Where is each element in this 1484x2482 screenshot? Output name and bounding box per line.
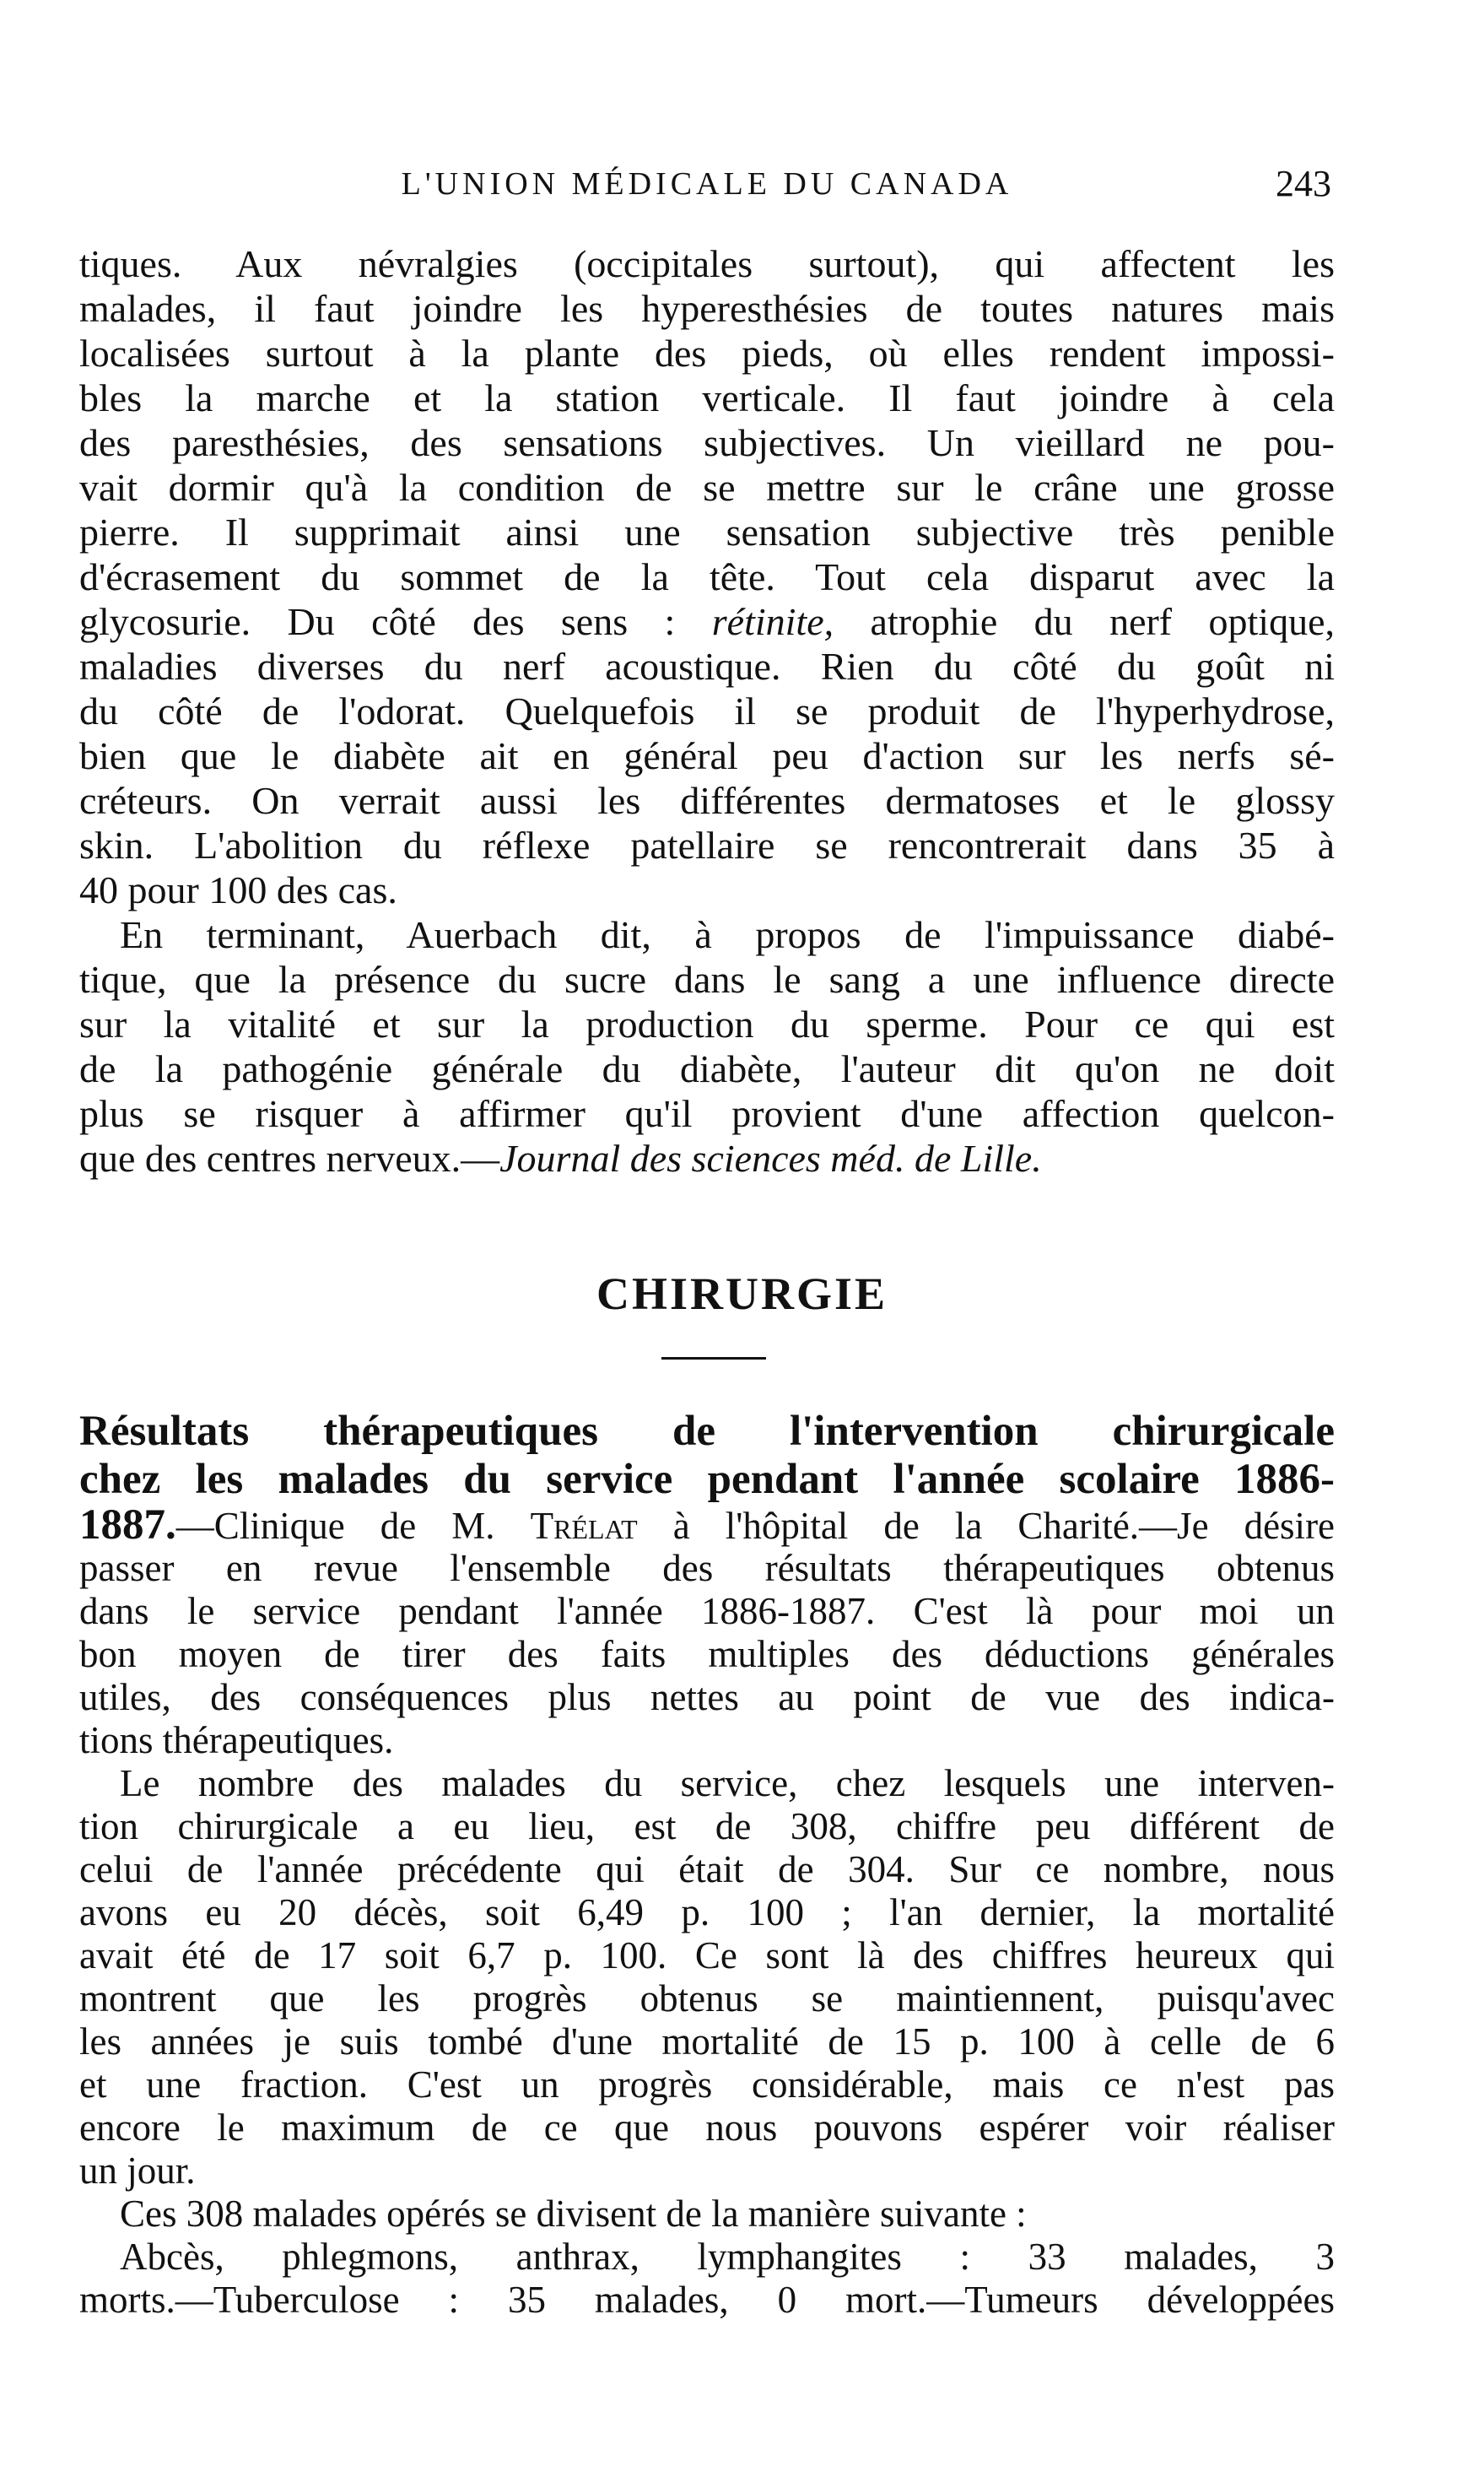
paragraph-intro — [79, 1547, 1335, 1762]
text-span: glycosurie. Du côté des sens : — [79, 600, 676, 643]
article-heading — [79, 1408, 1335, 1547]
text-line: dans le service pendant l'année 1886-1887. C'est là pour moi un — [79, 1590, 1335, 1632]
text-line: plus se risquer à affirmer qu'il provient d'une affection quelcon- — [79, 1092, 1335, 1135]
text-line: Abcès, phlegmons, anthrax, lymphangites : 33 malades, 3 — [120, 2236, 1335, 2278]
text-line: morts.—Tuberculose : 35 malades, 0 mort.—Tumeurs développées — [79, 2279, 1335, 2321]
text-line: vait dormir qu'à la condition de se mettre sur le crâne une grosse — [79, 466, 1335, 509]
text-line: avons eu 20 décès, soit 6,49 p. 100 ; l'an dernier, la mortalité — [79, 1891, 1335, 1933]
source-citation: Journal des sciences méd. de Lille. — [499, 1137, 1042, 1180]
article-title-line: chez les malades du service pendant l'année scolaire 1886- — [79, 1456, 1335, 1503]
text-line: malades, il faut joindre les hyperesthésies de toutes natures mais — [79, 287, 1335, 330]
text-line — [79, 1501, 1336, 1549]
text-line: avait été de 17 soit 6,7 p. 100. Ce sont là des chiffres heureux qui — [79, 1934, 1335, 1976]
text-line: d'écrasement du sommet de la tête. Tout cela disparut avec la — [79, 555, 1335, 598]
text-line: utiles, des conséquences plus nettes au point de vue des indica- — [79, 1676, 1335, 1718]
text-line: tique, que la présence du sucre dans le sang a une influence directe — [79, 958, 1335, 1001]
text-span: —Clinique de M. — [175, 1505, 495, 1547]
text-line: un jour. — [79, 2149, 196, 2192]
text-line: Le nombre des malades du service, chez lesquels une interven- — [120, 1762, 1335, 1804]
text-line: sur la vitalité et sur la production du sperme. Pour ce qui est — [79, 1003, 1335, 1046]
text-line: bien que le diabète ait en général peu d'action sur les nerfs sé- — [79, 734, 1335, 777]
article-title-year: 1887. — [79, 1501, 176, 1549]
text-line: skin. L'abolition du réflexe patellaire se rencontrerait dans 35 à — [79, 824, 1335, 867]
text-line: passer en revue l'ensemble des résultats thérapeutiques obtenus — [79, 1547, 1335, 1589]
text-line: bon moyen de tirer des faits multiples des déductions générales — [79, 1633, 1335, 1675]
paragraph-division — [79, 2193, 1335, 2236]
text-line: montrent que les progrès obtenus se maintiennent, puisqu'avec — [79, 1977, 1335, 2020]
paragraph-impotence — [79, 912, 1335, 1181]
text-line: des paresthésies, des sensations subjectives. Un vieillard ne pou- — [79, 421, 1335, 464]
text-span: que des centres nerveux.— — [79, 1137, 500, 1180]
text-line: En terminant, Auerbach dit, à propos de l'impuissance diabé- — [120, 913, 1335, 956]
text-line: bles la marche et la station verticale. Il faut joindre à cela — [79, 376, 1335, 419]
paragraph-case-list — [79, 2236, 1335, 2322]
section-title: CHIRURGIE — [596, 1268, 888, 1319]
text-line: celui de l'année précédente qui était de 304. Sur ce nombre, nous — [79, 1848, 1335, 1890]
author-name: Trélat — [530, 1505, 638, 1547]
text-span: atrophie du nerf optique, — [870, 600, 1336, 643]
text-line: créteurs. On verrait aussi les différentes dermatoses et le glossy — [79, 779, 1335, 822]
text-span: à l'hôpital de la Charité.—Je désire — [672, 1505, 1336, 1547]
text-line: localisées surtout à la plante des pieds, où elles rendent impossi- — [79, 332, 1335, 375]
text-line: du côté de l'odorat. Quelquefois il se produit de l'hyperhydrose, — [79, 689, 1335, 733]
text-line: tiques. Aux névralgies (occipitales surtout), qui affectent les — [79, 242, 1335, 285]
text-line: de la pathogénie générale du diabète, l'auteur dit qu'on ne doit — [79, 1047, 1335, 1090]
text-line — [79, 599, 1335, 644]
paragraph-diabetes-symptoms — [79, 241, 1335, 912]
paragraph-statistics — [79, 1762, 1335, 2193]
body-text-lower — [79, 1408, 1335, 2322]
text-line: 40 pour 100 des cas. — [79, 868, 397, 911]
text-line: Ces 308 malades opérés se divisent de la manière suivante : — [120, 2193, 1027, 2235]
text-line: encore le maximum de ce que nous pouvons espérer voir réaliser — [79, 2106, 1335, 2149]
text-line: et une fraction. C'est un progrès considérable, mais ce n'est pas — [79, 2063, 1335, 2106]
running-header — [83, 159, 1331, 209]
section-divider — [661, 1357, 766, 1360]
text-line: les années je suis tombé d'une mortalité de 15 p. 100 à celle de 6 — [79, 2020, 1335, 2063]
page-number: 243 — [1276, 163, 1331, 204]
italic-term: rétinite, — [711, 600, 834, 643]
article-title-line: Résultats thérapeutiques de l'intervention chirurgicale — [79, 1408, 1335, 1455]
text-line: tion chirurgicale a eu lieu, est de 308, chiffre peu différent de — [79, 1805, 1335, 1847]
running-title: L'UNION MÉDICALE DU CANADA — [401, 166, 1013, 202]
text-line: tions thérapeutiques. — [79, 1719, 394, 1761]
text-line: maladies diverses du nerf acoustique. Rien du côté du goût ni — [79, 645, 1335, 688]
text-line — [79, 1136, 1335, 1181]
body-text-upper — [79, 241, 1335, 1181]
text-line: pierre. Il supprimait ainsi une sensation subjective très penible — [79, 511, 1335, 554]
